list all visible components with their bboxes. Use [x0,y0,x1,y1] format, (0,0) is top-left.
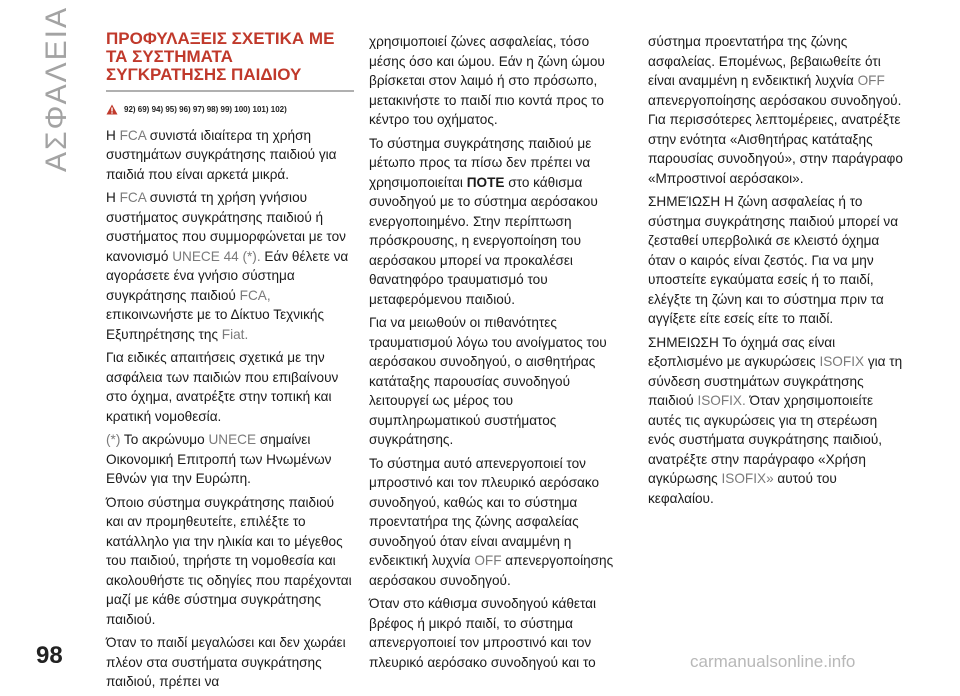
warning-triangle-icon [106,104,118,115]
paragraph: Η FCA συνιστά ιδιαίτερα τη χρήση συστημάτων συγκράτησης παιδιού για παιδιά που είναι αρκετά μικρά. [106,127,337,182]
column-2 [369,32,625,676]
warning-references [106,100,354,120]
heading-line-2: ΤΑ ΣΥΣΤΗΜΑΤΑ [106,47,233,66]
paragraph: Για ειδικές απαιτήσεις σχετικά με την ασφάλεια των παιδιών που επιβαίνουν στο όχημα, ανατρέξτε στην τοπική και κρατική νομοθεσία. [106,350,339,424]
page-number: 98 [36,642,63,669]
paragraph: Για να μειωθούν οι πιθανότητες τραυματισμού λόγω του ανοίγματος του αερόσακου συνοδηγού, ο αισθητήρας κατάταξης παρουσίας συνοδηγού λειτουργεί ως μέρος του συμπληρωματικού συστήματος συγκράτησης. [369,315,607,447]
heading-line-3: ΣΥΓΚΡΑΤΗΣΗΣ ΠΑΙΔΙΟΥ [106,65,302,84]
paragraph: Η FCA συνιστά τη χρήση γνήσιου συστήματος συγκράτησης παιδιού ή συστήματος που συμμορφώνεται με τον κανονισμό UNECE 44 (*). Εάν θέλετε να αγοράσετε ένα γνήσιο σύστημα συγκράτησης παιδιού FCA, επικοινωνήστε με το Δίκτυο Τεχνικής Εξυπηρέτησης της Fiat. [106,190,349,342]
paragraph: Το σύστημα αυτό απενεργοποιεί τον μπροστινό και τον πλευρικό αερόσακο συνοδηγού, καθώς και το σύστημα προεντατήρα της ζώνης ασφαλείας συνοδηγού όταν είναι αναμμένη η ενδεικτική λυχνία OFF απενεργοποίησης αερόσακου συνοδηγού. [369,455,614,588]
section-side-tab [34,5,74,172]
heading-line-1: ΠΡΟΦΥΛΑΞΕΙΣ ΣΧΕΤΙΚΑ ΜΕ [106,29,335,48]
paragraph: Όταν το παιδί μεγαλώσει και δεν χωράει πλέον στα συστήματα συγκράτησης παιδιού, πρέπει να [106,635,346,689]
heading-divider [106,90,354,92]
reference-numbers: 92) 69) 94) 95) 96) 97) 98) 99) 100) 101) 102) [124,105,287,114]
paragraph: Όποιο σύστημα συγκράτησης παιδιού και αν προμηθευτείτε, επιλέξτε το κατάλληλο για την ηλικία και το μέγεθος του παιδιού, τηρήστε τη νομοθεσία και ακολουθήστε τις οδηγίες που παρέχονται μαζί με κάθε σύστημα συγκράτησης παιδιού. [106,494,352,627]
footnote: (*) Το ακρώνυμο UNECE σημαίνει Οικονομική Επιτροπή των Ηνωμένων Εθνών για την Ευρώπη. [106,432,332,486]
paragraph: χρησιμοποιεί ζώνες ασφαλείας, τόσο μέσης όσο και ώμου. Εάν η ζώνη ώμου βρίσκεται στον λαιμό ή στο πρόσωπο, μετακινήστε το παιδί πιο κοντά προς το κέντρο του οχήματος. [369,34,605,127]
paragraph: Όταν στο κάθισμα συνοδηγού κάθεται βρέφος ή μικρό παιδί, το σύστημα απενεργοποιεί τον μπροστινό και τον πλευρικό αερόσακο συνοδηγού και το [369,596,597,670]
watermark: carmanualsonline.info [690,652,856,671]
side-tab-label: ΑΣΦΑΛΕΙΑ [40,5,73,172]
column-1 [106,30,354,696]
paragraph: σύστημα προεντατήρα της ζώνης ασφαλείας. Επομένως, βεβαιωθείτε ότι είναι αναμμένη η ενδεικτική λυχνία OFF απενεργοποίησης αερόσακου συνοδηγού. Για περισσότερες λεπτομέρειες, ανατρέξτε στην ενότητα «Αισθητήρας κατάταξης παρουσίας συνοδηγού», στην παράγραφο «Μπροστινοί αερόσακοι». [648,34,903,186]
section-heading [106,30,354,84]
note-paragraph: ΣΗΜΕΊΩΣΗ Η ζώνη ασφαλείας ή το σύστημα συγκράτησης παιδιού μπορεί να ζεσταθεί υπερβολικά σε κλειστό όχημα όταν ο καιρός είναι ζεστός. Για να μην υποστείτε εγκαύματα εσείς ή το παιδί, ελέγξτε τη ζώνη και το σύστημα πριν τα αγγίξετε είτε εσείς είτε το παιδί. [648,194,899,326]
paragraph: Το σύστημα συγκράτησης παιδιού με μέτωπο προς τα πίσω δεν πρέπει να χρησιμοποιείται ΠΟΤΕ στο κάθισμα συνοδηγού με το σύστημα αερόσακου ενεργοποιημένο. Στην περίπτωση πρόσκρουσης, η ενεργοποίηση του αερόσακου μπορεί να προκαλέσει θανατηφόρο τραυματισμό του μεταφερόμενου παιδιού. [369,135,598,307]
note-paragraph: ΣΗΜΕΙΩΣΗ Το όχημά σας είναι εξοπλισμένο με αγκυρώσεις ISOFIX για τη σύνδεση συστημάτων συγκράτησης παιδιού ISOFIX. Όταν χρησιμοποιείτε αυτές τις αγκυρώσεις για τη στερέωση ενός συστήματα συγκράτησης παιδιού, ανατρέξτε στην παράγραφο «Χρήση αγκύρωσης ISOFIX» αυτού του κεφαλαίου. [648,334,903,506]
column-3 [648,32,904,512]
